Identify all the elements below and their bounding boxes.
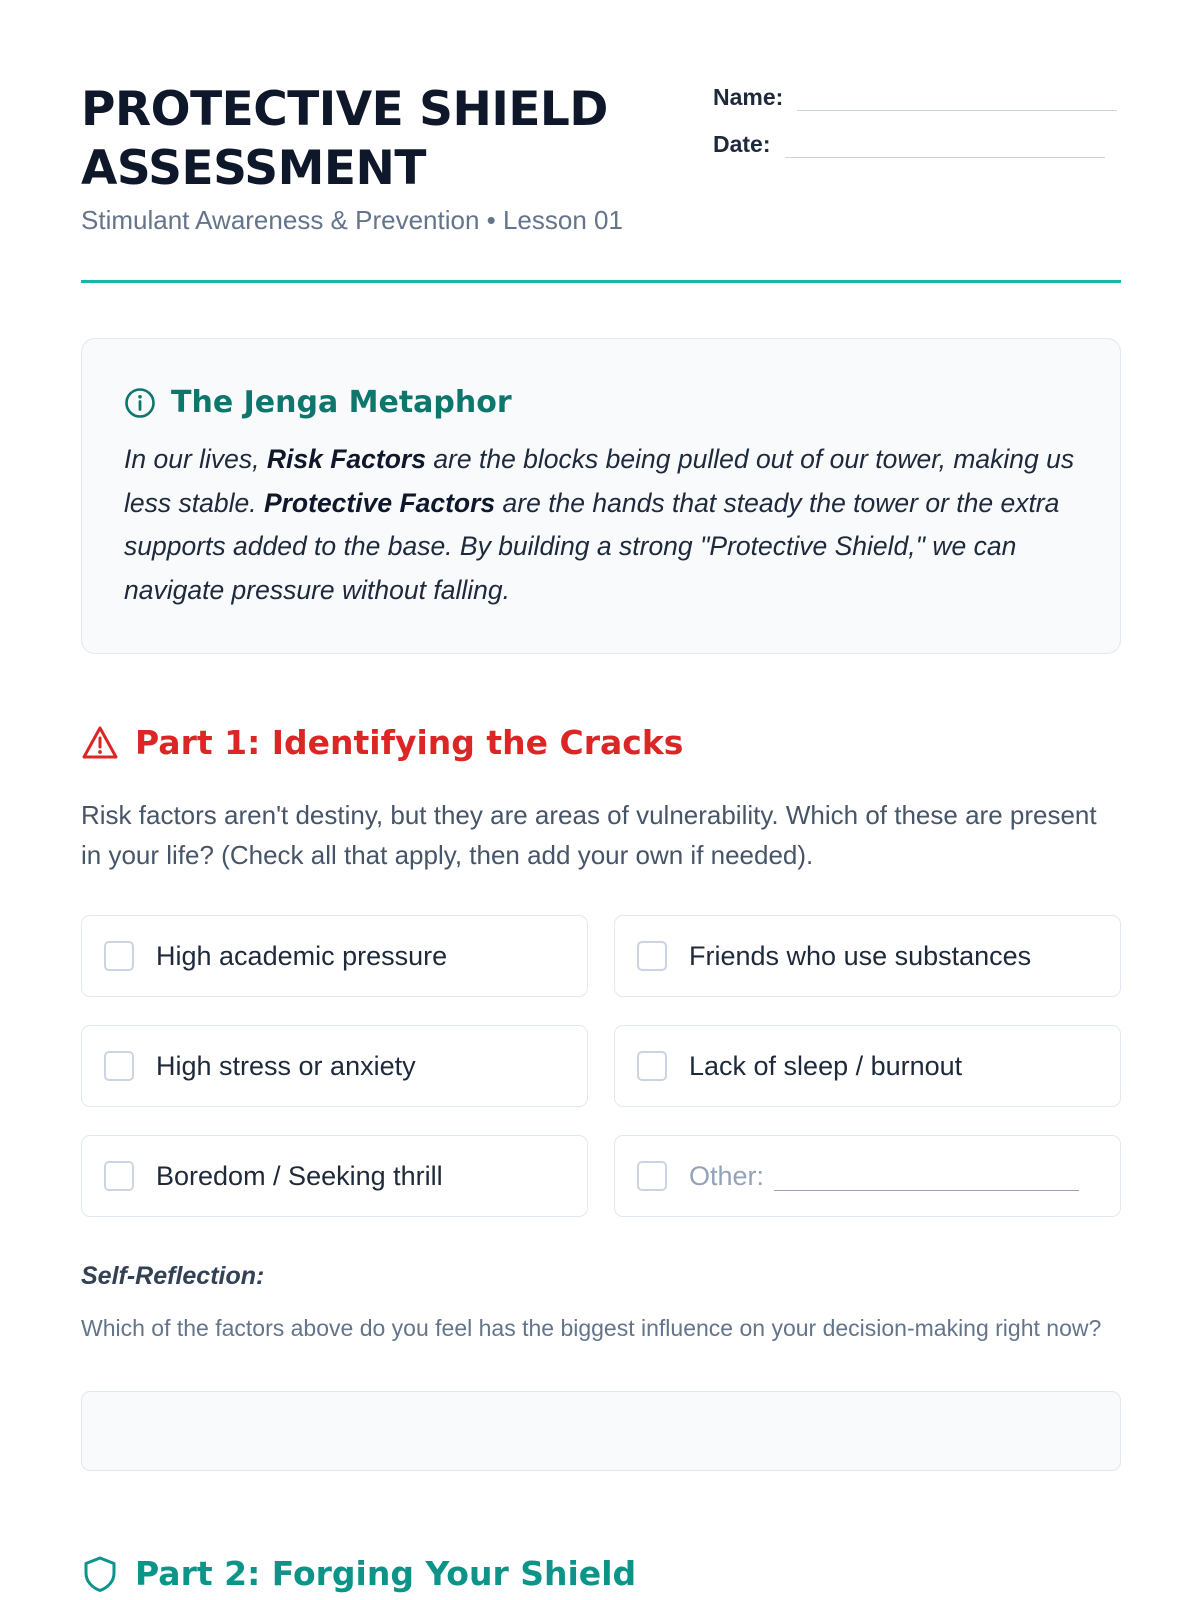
option-label: High stress or anxiety bbox=[156, 1050, 416, 1081]
name-field[interactable] bbox=[797, 109, 1117, 111]
risk-option-friends-substances[interactable] bbox=[614, 915, 1121, 997]
date-field-row bbox=[713, 131, 1105, 158]
risk-option-boredom-thrill[interactable] bbox=[81, 1135, 588, 1217]
warning-triangle-icon bbox=[81, 724, 119, 762]
risk-option-other[interactable] bbox=[614, 1135, 1121, 1217]
protective-factors-term: Protective Factors bbox=[263, 487, 496, 518]
name-field-row bbox=[713, 84, 1117, 111]
callout-title: The Jenga Metaphor bbox=[171, 385, 512, 420]
shield-icon bbox=[81, 1555, 119, 1593]
part2-title: Part 2: Forging Your Shield bbox=[135, 1554, 637, 1593]
risk-option-stress-anxiety[interactable] bbox=[81, 1025, 588, 1107]
date-label: Date: bbox=[713, 131, 771, 157]
page-title: PROTECTIVE SHIELD ASSESSMENT bbox=[81, 82, 608, 196]
option-label: Other: bbox=[689, 1161, 1079, 1192]
part1-title: Part 1: Identifying the Cracks bbox=[135, 723, 684, 762]
date-field[interactable] bbox=[785, 156, 1105, 158]
checkbox[interactable] bbox=[104, 941, 134, 971]
callout-text: In our lives, Risk Factors are the blocks being pulled out of our tower, making us less stable. Protective Factors are the hands that steady the tower or the extra supports added to the base. By building a strong "Protective Shield," we can navigate pressure without falling. bbox=[124, 444, 1075, 605]
callout-header bbox=[124, 385, 512, 420]
part1-intro: Risk factors aren't destiny, but they are areas of vulnerability. Which of these are present in your life? (Check all that apply, then add your own if needed). bbox=[81, 800, 1097, 870]
jenga-metaphor-callout bbox=[81, 338, 1121, 654]
part1-heading bbox=[81, 723, 683, 762]
part2-heading bbox=[81, 1554, 636, 1593]
header-divider bbox=[81, 280, 1121, 283]
reflection-answer-field[interactable] bbox=[81, 1391, 1121, 1471]
risk-option-sleep-burnout[interactable] bbox=[614, 1025, 1121, 1107]
risk-factors-term: Risk Factors bbox=[266, 444, 426, 474]
info-icon bbox=[124, 387, 156, 419]
option-label: Boredom / Seeking thrill bbox=[156, 1160, 443, 1191]
reflection-question: Which of the factors above do you feel has the biggest influence on your decision-making right now? bbox=[81, 1315, 1102, 1341]
risk-option-academic-pressure[interactable] bbox=[81, 915, 588, 997]
checkbox[interactable] bbox=[104, 1051, 134, 1081]
option-label: Friends who use substances bbox=[689, 940, 1032, 971]
page-subtitle: Stimulant Awareness & Prevention • Lesson 01 bbox=[81, 205, 623, 235]
checkbox[interactable] bbox=[104, 1161, 134, 1191]
reflection-title: Self-Reflection: bbox=[81, 1262, 265, 1290]
checkbox[interactable] bbox=[637, 941, 667, 971]
name-label: Name: bbox=[713, 84, 784, 110]
checkbox[interactable] bbox=[637, 1051, 667, 1081]
option-label: Lack of sleep / burnout bbox=[689, 1050, 963, 1081]
checkbox[interactable] bbox=[637, 1161, 667, 1191]
option-label: High academic pressure bbox=[156, 940, 448, 971]
other-blank-field[interactable] bbox=[774, 1189, 1079, 1191]
